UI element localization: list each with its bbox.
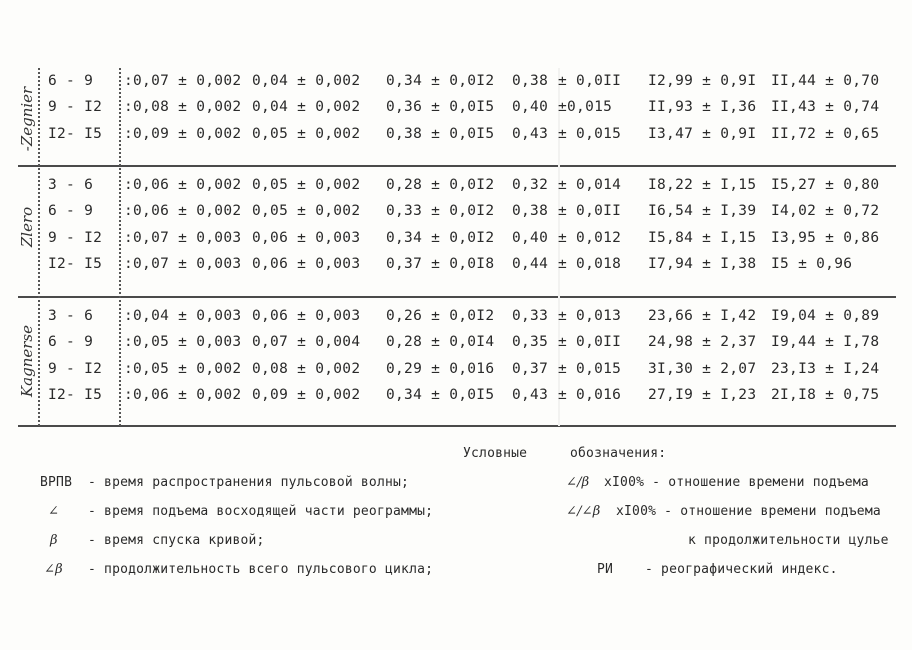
cell-ratio-2: 23,I3 ± I,24 [771,360,880,377]
group-divider-2 [18,296,896,298]
cell-rise-time: 0,04 ± 0,002 [252,73,361,89]
cell-cycle-duration: 0,40 [512,99,549,116]
cell-rise-time: 0,04 ± 0,002 [252,99,361,116]
cell-cycle-duration: 0,44 [512,255,549,272]
cell-cycle-error: ± 0,0II [558,73,622,89]
cell-ratio-2: I5,27 ± 0,80 [771,177,880,193]
legend-symbol-fall: β [50,533,58,548]
table-bottom-rule [18,425,896,427]
cell-age-range: I2- I5 [48,125,103,142]
cell-age-range: 6 - 9 [48,203,94,220]
cell-ratio-1: II,93 ± I,36 [648,99,757,116]
legend-text-cycle: - продолжительность всего пульсового цикла; [88,562,434,577]
cell-cycle-duration: 0,32 [512,177,549,193]
cell-cycle-error: ± 0,016 [558,386,622,403]
cell-ratio-2: 2I,I8 ± 0,75 [771,386,880,403]
cell-fall-time: 0,29 ± 0,016 [386,360,495,377]
cell-cycle-error: ± 0,014 [558,177,622,193]
cell-cycle-duration: 0,43 [512,386,549,403]
cell-cycle-duration: 0,40 [512,229,549,246]
cell-cycle-error: ± 0,012 [558,229,622,246]
cell-fall-time: 0,28 ± 0,0I2 [386,177,495,193]
cell-cycle-error: ± 0,013 [558,308,622,324]
cell-cycle-duration: 0,35 [512,334,549,351]
cell-age-range: I2- I5 [48,386,103,403]
legend-text-fall: - время спуска кривой; [88,533,265,548]
cell-ratio-1: 3I,30 ± 2,07 [648,360,757,377]
cell-age-range: 6 - 9 [48,334,94,351]
cell-fall-time: 0,38 ± 0,0I5 [386,125,495,142]
cell-age-range: 6 - 9 [48,73,94,89]
cell-rise-time: 0,06 ± 0,003 [252,255,361,272]
cell-cycle-duration: 0,33 [512,308,549,324]
cell-vrpv: :0,07 ± 0,003 [124,255,242,272]
cell-vrpv: :0,05 ± 0,002 [124,360,242,377]
cell-rise-time: 0,05 ± 0,002 [252,177,361,193]
cell-age-range: 9 - I2 [48,360,103,377]
cell-ratio-2: I3,95 ± 0,86 [771,229,880,246]
legend-symbol-rise: ∠ [48,504,60,519]
cell-age-range: 9 - I2 [48,99,103,116]
legend-symbol-cycle: ∠β [44,562,63,577]
cell-ratio-1: I8,22 ± I,15 [648,177,757,193]
cell-vrpv: :0,07 ± 0,003 [124,229,242,246]
cell-ratio-2: I9,04 ± 0,89 [771,308,880,324]
cell-fall-time: 0,34 ± 0,0I5 [386,386,495,403]
cell-rise-time: 0,06 ± 0,003 [252,308,361,324]
legend-text-ratio-2-cont: к продолжительности цулье [688,533,889,548]
legend-symbol-ri: РИ [597,562,614,577]
cell-fall-time: 0,36 ± 0,0I5 [386,99,495,116]
cell-vrpv: :0,08 ± 0,002 [124,99,242,116]
cell-ratio-1: I7,94 ± I,38 [648,255,757,272]
cell-fall-time: 0,33 ± 0,0I2 [386,203,495,220]
cell-rise-time: 0,08 ± 0,002 [252,360,361,377]
cell-age-range: 3 - 6 [48,308,94,324]
age-column-divider [119,68,121,426]
label-column-divider [38,68,40,426]
cell-rise-time: 0,05 ± 0,002 [252,125,361,142]
legend-symbol-ratio-1: ∠/β [566,475,590,490]
cell-vrpv: :0,05 ± 0,003 [124,334,242,351]
cell-ratio-2: I4,02 ± 0,72 [771,203,880,220]
cell-cycle-error: ± 0,015 [558,125,622,142]
cell-vrpv: :0,09 ± 0,002 [124,125,242,142]
cell-vrpv: :0,07 ± 0,002 [124,73,242,89]
cell-vrpv: :0,06 ± 0,002 [124,177,242,193]
cell-ratio-1: 27,I9 ± I,23 [648,386,757,403]
cell-ratio-2: II,72 ± 0,65 [771,125,880,142]
cell-vrpv: :0,06 ± 0,002 [124,203,242,220]
cell-cycle-error: ± 0,015 [558,360,622,377]
cell-fall-time: 0,34 ± 0,0I2 [386,229,495,246]
cell-cycle-duration: 0,43 [512,125,549,142]
legend-heading-left: Условные [463,446,528,461]
cell-vrpv: :0,04 ± 0,003 [124,308,242,324]
cell-ratio-1: 24,98 ± 2,37 [648,334,757,351]
cell-rise-time: 0,06 ± 0,003 [252,229,361,246]
legend-symbol-ratio-2: ∠/∠β [566,504,601,519]
cell-ratio-1: I3,47 ± 0,9I [648,125,757,142]
group-label-2: Zlero [18,206,36,248]
group-label-3: Kagnerse [18,324,36,398]
cell-vrpv: :0,06 ± 0,002 [124,386,242,403]
legend-text-ratio-1: хI00% - отношение времени подъема [604,475,869,490]
cell-age-range: 3 - 6 [48,177,94,193]
cell-cycle-error: ± 0,018 [558,255,622,272]
legend-heading-right: обозначения: [570,446,667,461]
group-label-1: -Zegnier [18,86,36,152]
cell-ratio-2: I9,44 ± I,78 [771,334,880,351]
legend-text-vrpv: - время распространения пульсовой волны; [88,475,410,490]
cell-ratio-2: II,43 ± 0,74 [771,99,880,116]
cell-ratio-2: I5 ± 0,96 [771,255,853,272]
cell-cycle-error: ± 0,0II [558,334,622,351]
legend-text-rise: - время подъема восходящей части реограммы; [88,504,434,519]
cell-cycle-error: ±0,015 [558,99,613,116]
cell-cycle-duration: 0,37 [512,360,549,377]
cell-age-range: I2- I5 [48,255,103,272]
cell-ratio-2: II,44 ± 0,70 [771,73,880,89]
cell-ratio-1: I5,84 ± I,15 [648,229,757,246]
legend-symbol-vrpv: ВРПВ [40,475,73,490]
cell-fall-time: 0,34 ± 0,0I2 [386,73,495,89]
cell-rise-time: 0,05 ± 0,002 [252,203,361,220]
cell-ratio-1: 23,66 ± I,42 [648,308,757,324]
cell-fall-time: 0,28 ± 0,0I4 [386,334,495,351]
cell-age-range: 9 - I2 [48,229,103,246]
cell-cycle-duration: 0,38 [512,73,549,89]
cell-cycle-error: ± 0,0II [558,203,622,220]
group-divider-1 [18,165,896,167]
cell-cycle-duration: 0,38 [512,203,549,220]
cell-rise-time: 0,07 ± 0,004 [252,334,361,351]
cell-fall-time: 0,37 ± 0,0I8 [386,255,495,272]
cell-rise-time: 0,09 ± 0,002 [252,386,361,403]
cell-ratio-1: I6,54 ± I,39 [648,203,757,220]
legend-text-ri: - реографический индекс. [645,562,838,577]
cell-fall-time: 0,26 ± 0,0I2 [386,308,495,324]
cell-ratio-1: I2,99 ± 0,9I [648,73,757,89]
legend-text-ratio-2: хI00% - отношение времени подъема [616,504,881,519]
